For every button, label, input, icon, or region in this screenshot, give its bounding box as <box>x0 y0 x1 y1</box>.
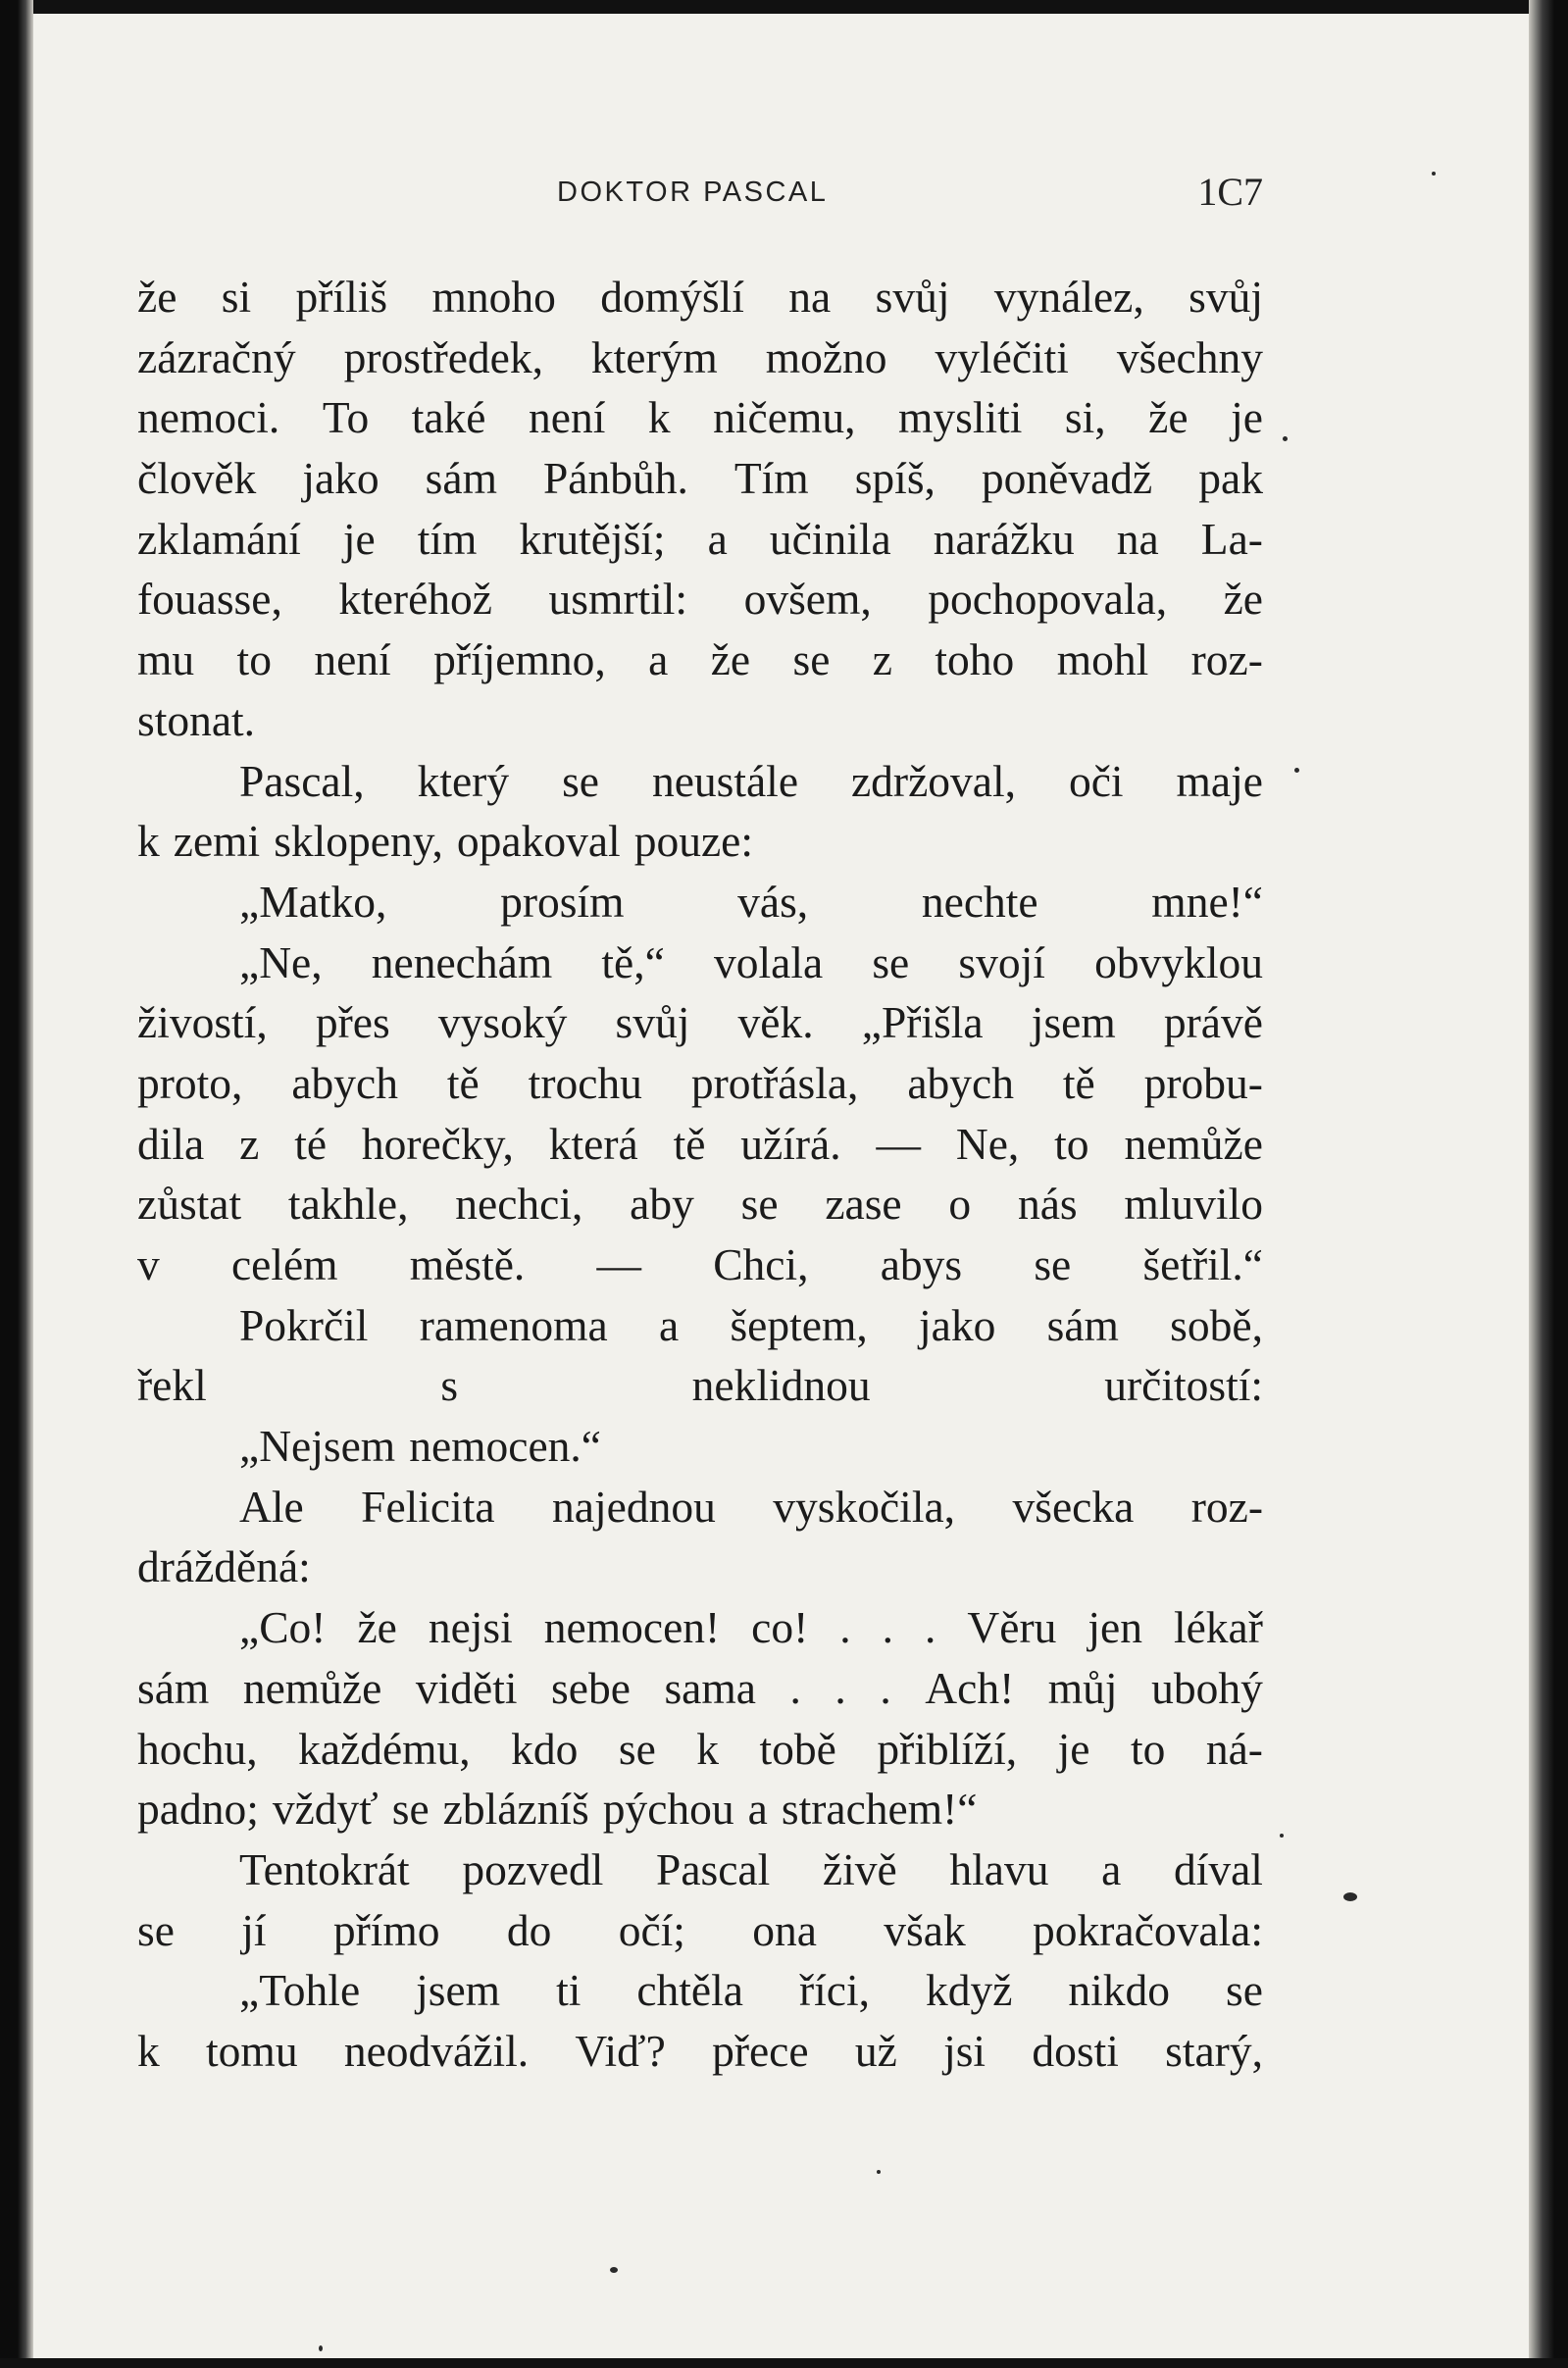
word: právě <box>1163 997 1263 1048</box>
word: sklopeny, <box>274 816 443 867</box>
word: jsem <box>416 1965 501 2016</box>
text-line <box>137 2021 1263 2082</box>
word: jí <box>241 1904 267 1955</box>
word: z <box>239 1118 260 1169</box>
text-line <box>137 1960 1263 2021</box>
word: oči <box>1068 755 1124 806</box>
scan-speck <box>1432 172 1436 176</box>
word: kdo <box>511 1723 579 1774</box>
word: horečky, <box>361 1118 514 1169</box>
scan-speck <box>1280 1834 1284 1838</box>
word: „Přišla <box>861 997 984 1048</box>
word: z <box>872 634 892 685</box>
word: pýchou <box>602 1784 734 1835</box>
word: ovšem, <box>743 574 872 625</box>
word: padno; <box>137 1784 259 1835</box>
word: krutější; <box>519 513 666 564</box>
scan-border-right <box>1529 0 1568 2368</box>
text-line <box>137 1839 1263 1900</box>
text-line <box>137 267 1263 327</box>
word: o <box>948 1179 972 1230</box>
word: věk. <box>737 997 814 1048</box>
word: svůj <box>875 272 950 322</box>
text-line <box>137 1900 1263 1961</box>
word: abych <box>291 1057 398 1108</box>
text-line <box>137 1174 1263 1234</box>
word: maje <box>1176 755 1263 806</box>
word: To <box>322 392 370 443</box>
word: mu <box>137 634 195 685</box>
word: La- <box>1200 513 1263 564</box>
word: Pánbůh. <box>542 453 688 504</box>
word: ti <box>556 1965 582 2016</box>
word: městě. <box>409 1239 526 1289</box>
scan-speck <box>877 2170 881 2174</box>
word: pozvedl <box>462 1843 604 1894</box>
word: lékař <box>1173 1602 1263 1653</box>
text-line <box>137 327 1263 388</box>
text-line <box>137 1719 1263 1780</box>
word: všecka <box>1012 1481 1135 1532</box>
word: jsi <box>943 2025 986 2076</box>
word: sama <box>664 1662 756 1713</box>
word: najednou <box>552 1481 716 1532</box>
word: dila <box>137 1118 205 1169</box>
word: hochu, <box>137 1723 258 1774</box>
word: užírá. <box>740 1118 841 1169</box>
word: mohl <box>1056 634 1149 685</box>
word: živostí, <box>137 997 268 1048</box>
word: není <box>314 634 391 685</box>
word: nemocen! <box>543 1602 721 1653</box>
word: nemůže <box>1124 1118 1263 1169</box>
word: ničemu, <box>713 392 856 443</box>
word: pochopovala, <box>928 574 1168 625</box>
word: Ne, <box>955 1118 1020 1169</box>
word: se <box>391 1784 430 1835</box>
word: co! <box>751 1602 809 1653</box>
word: „Ne, <box>239 936 323 987</box>
text-line <box>137 932 1263 993</box>
word: Pascal, <box>239 755 365 806</box>
word: pak <box>1198 453 1263 504</box>
word: zklamání <box>137 513 301 564</box>
word: chtěla <box>636 1965 743 2016</box>
word: přímo <box>332 1904 440 1955</box>
word: šeptem, <box>730 1299 868 1350</box>
word: viděti <box>415 1662 518 1713</box>
word: poněvadž <box>981 453 1153 504</box>
word: tě <box>446 1057 480 1108</box>
word: Tentokrát <box>239 1843 410 1894</box>
scan-speck <box>319 2345 323 2351</box>
word: zblázníš <box>442 1784 589 1835</box>
word: na <box>788 272 832 322</box>
word: vyléčiti <box>935 331 1069 382</box>
word: s <box>440 1360 459 1411</box>
word: zemi <box>173 816 261 867</box>
word: Ach! <box>925 1662 1015 1713</box>
word: kterým <box>590 331 718 382</box>
word: tobě <box>759 1723 836 1774</box>
word: „Matko, <box>239 876 387 927</box>
word: kteréhož <box>338 574 492 625</box>
text-line <box>137 1234 1263 1295</box>
text-line <box>137 1658 1263 1719</box>
word: která <box>548 1118 638 1169</box>
word: vysoký <box>437 997 568 1048</box>
word: zdržoval, <box>850 755 1016 806</box>
scan-speck <box>1294 768 1299 773</box>
word: neodvážil. <box>343 2025 530 2076</box>
word: spíš, <box>854 453 936 504</box>
word: jako <box>919 1299 996 1350</box>
word: sám <box>425 453 497 504</box>
word: svůj <box>615 997 690 1048</box>
word: nechte <box>921 876 1038 927</box>
text-line <box>137 509 1263 570</box>
word: neustále <box>651 755 799 806</box>
word: stonat. <box>137 694 256 745</box>
word: přece <box>712 2025 809 2076</box>
text-line <box>137 387 1263 448</box>
word: se <box>872 936 910 987</box>
scan-speck <box>1283 436 1288 441</box>
word: tě <box>673 1118 706 1169</box>
word: tě <box>1062 1057 1095 1108</box>
text-line <box>137 630 1263 690</box>
word: zůstat <box>137 1179 242 1230</box>
word: abys <box>880 1239 963 1289</box>
word: se <box>792 634 831 685</box>
word: usmrtil: <box>548 574 688 625</box>
scan-border-bottom <box>0 2358 1568 2368</box>
word: tomu <box>206 2025 298 2076</box>
word: domýšlí <box>600 272 744 322</box>
word: pouze: <box>633 816 753 867</box>
word: přiblíží, <box>877 1723 1018 1774</box>
text-line <box>137 1597 1263 1658</box>
word: celém <box>230 1239 338 1289</box>
text-line <box>137 1053 1263 1114</box>
word: hlavu <box>949 1843 1049 1894</box>
word: když <box>925 1965 1013 2016</box>
word: a <box>648 634 669 685</box>
word: nenechám <box>371 936 553 987</box>
word: ubohý <box>1151 1662 1263 1713</box>
word: proto, <box>137 1057 243 1108</box>
word: — <box>596 1239 641 1289</box>
word: živě <box>822 1843 897 1894</box>
word: fouasse, <box>137 574 282 625</box>
word: Viď? <box>575 2025 666 2076</box>
word: se <box>1226 1965 1263 2016</box>
word: se <box>618 1723 656 1774</box>
word: dosti <box>1032 2025 1119 2076</box>
text-line <box>137 1114 1263 1175</box>
word: člověk <box>137 453 257 504</box>
word: sebe <box>551 1662 631 1713</box>
word: do <box>506 1904 552 1955</box>
word: zázračný <box>137 331 296 382</box>
running-title: DOKTOR PASCAL <box>557 176 829 208</box>
word: toho <box>935 634 1015 685</box>
word: strachem!“ <box>781 1784 978 1835</box>
word: Pokrčil <box>239 1299 369 1350</box>
word: volala <box>713 936 824 987</box>
word: roz- <box>1190 634 1263 685</box>
word: učinila <box>769 513 891 564</box>
word: . <box>882 1602 894 1653</box>
word: k <box>696 1723 720 1774</box>
page-number: 1C7 <box>1197 170 1263 214</box>
word: Ale <box>239 1481 304 1532</box>
word: . <box>925 1602 936 1653</box>
word: očí; <box>618 1904 685 1955</box>
word: to <box>236 634 272 685</box>
word: a <box>1101 1843 1122 1894</box>
word: té <box>294 1118 328 1169</box>
body-text <box>137 267 1263 2082</box>
scan-border-left <box>0 0 33 2368</box>
word: už <box>854 2025 897 2076</box>
word: vždyť <box>272 1784 379 1835</box>
word: Chci, <box>713 1239 809 1289</box>
word: na <box>1116 513 1159 564</box>
text-line <box>137 448 1263 509</box>
word: abych <box>907 1057 1014 1108</box>
word: možno <box>765 331 887 382</box>
text-line <box>137 751 1263 812</box>
word: nás <box>1017 1179 1078 1230</box>
word: vynález, <box>993 272 1144 322</box>
word: tě,“ <box>601 936 665 987</box>
text-line <box>137 1779 1263 1839</box>
word: a <box>707 513 728 564</box>
text-line <box>137 690 1263 751</box>
word: díval <box>1173 1843 1263 1894</box>
text-line <box>137 1537 1263 1597</box>
word: není <box>529 392 606 443</box>
scan-border-top <box>0 0 1568 14</box>
word: aby <box>630 1179 694 1230</box>
word: mysliti <box>897 392 1023 443</box>
word: k <box>647 392 671 443</box>
scan-speck <box>610 2267 618 2273</box>
word: nemoci. <box>137 392 280 443</box>
word: který <box>417 755 510 806</box>
word: sobě, <box>1170 1299 1263 1350</box>
word: řekl <box>137 1360 207 1411</box>
word: prosím <box>500 876 625 927</box>
word: to <box>1130 1723 1166 1774</box>
word: ona <box>752 1904 817 1955</box>
word: také <box>411 392 486 443</box>
word: a <box>747 1784 768 1835</box>
word: obvyklou <box>1094 936 1263 987</box>
word: „Tohle <box>239 1965 361 2016</box>
word: narážku <box>933 513 1075 564</box>
word: přes <box>315 997 390 1048</box>
word: se <box>562 755 599 806</box>
word: opakoval <box>456 816 621 867</box>
text-line <box>137 1355 1263 1416</box>
word: si, <box>1064 392 1106 443</box>
word: „Nejsem <box>239 1421 396 1472</box>
word: nikdo <box>1068 1965 1171 2016</box>
word: nejsi <box>428 1602 513 1653</box>
word: „Co! <box>239 1602 327 1653</box>
word: však <box>884 1904 966 1955</box>
word: svojí <box>958 936 1045 987</box>
word: probu- <box>1143 1057 1263 1108</box>
word: neklidnou <box>691 1360 871 1411</box>
text-line <box>137 569 1263 630</box>
word: prostředek, <box>343 331 543 382</box>
word: trochu <box>528 1057 642 1108</box>
word: — <box>876 1118 921 1169</box>
word: jsem <box>1031 997 1116 1048</box>
word: můj <box>1047 1662 1118 1713</box>
text-line <box>137 872 1263 932</box>
word: takhle, <box>287 1179 409 1230</box>
word: příliš <box>295 272 388 322</box>
word: . <box>880 1662 891 1713</box>
word: . <box>835 1662 846 1713</box>
word: vás, <box>737 876 809 927</box>
text-line <box>137 811 1263 872</box>
scan-speck <box>1343 1892 1357 1901</box>
word: se <box>137 1904 175 1955</box>
word: si <box>221 272 252 322</box>
word: každému, <box>298 1723 471 1774</box>
word: ná- <box>1205 1723 1263 1774</box>
word: zase <box>825 1179 902 1230</box>
word: Věru <box>967 1602 1057 1653</box>
word: sám <box>137 1662 210 1713</box>
word: nechci, <box>455 1179 583 1230</box>
word: příjemno, <box>433 634 606 685</box>
text-line <box>137 1295 1263 1356</box>
word: svůj <box>1189 272 1263 322</box>
word: sám <box>1046 1299 1119 1350</box>
word: tím <box>417 513 478 564</box>
word: se <box>740 1179 779 1230</box>
word: . <box>839 1602 851 1653</box>
word: jako <box>302 453 379 504</box>
word: k <box>137 816 160 867</box>
word: se <box>1034 1239 1072 1289</box>
word: k <box>137 2025 160 2076</box>
word: starý, <box>1165 2025 1263 2076</box>
word: že <box>137 272 177 322</box>
word: mluvilo <box>1124 1179 1263 1230</box>
word: mne!“ <box>1151 876 1263 927</box>
word: nemocen.“ <box>409 1421 601 1472</box>
text-line <box>137 1416 1263 1477</box>
word: říci, <box>798 1965 870 2016</box>
word: Felicita <box>361 1481 495 1532</box>
text-line <box>137 992 1263 1053</box>
word: jen <box>1087 1602 1142 1653</box>
word: že <box>1223 574 1263 625</box>
word: nemůže <box>242 1662 382 1713</box>
word: je <box>342 513 376 564</box>
word: drážděná: <box>137 1541 311 1592</box>
word: že <box>357 1602 397 1653</box>
word: že <box>710 634 751 685</box>
word: ramenoma <box>419 1299 608 1350</box>
word: vyskočila, <box>773 1481 956 1532</box>
word: protřásla, <box>690 1057 859 1108</box>
word: že <box>1148 392 1189 443</box>
word: je <box>1231 392 1263 443</box>
word: je <box>1057 1723 1090 1774</box>
word: šetřil.“ <box>1142 1239 1263 1289</box>
word: pokračovala: <box>1033 1904 1263 1955</box>
word: mnoho <box>431 272 556 322</box>
word: určitostí: <box>1104 1360 1263 1411</box>
word: Pascal <box>656 1843 771 1894</box>
word: a <box>659 1299 680 1350</box>
word: to <box>1054 1118 1089 1169</box>
word: roz- <box>1190 1481 1263 1532</box>
word: v <box>137 1239 160 1289</box>
word: Tím <box>733 453 809 504</box>
text-line <box>137 1477 1263 1537</box>
word: . <box>789 1662 801 1713</box>
running-head <box>137 169 1263 218</box>
word: všechny <box>1116 331 1263 382</box>
